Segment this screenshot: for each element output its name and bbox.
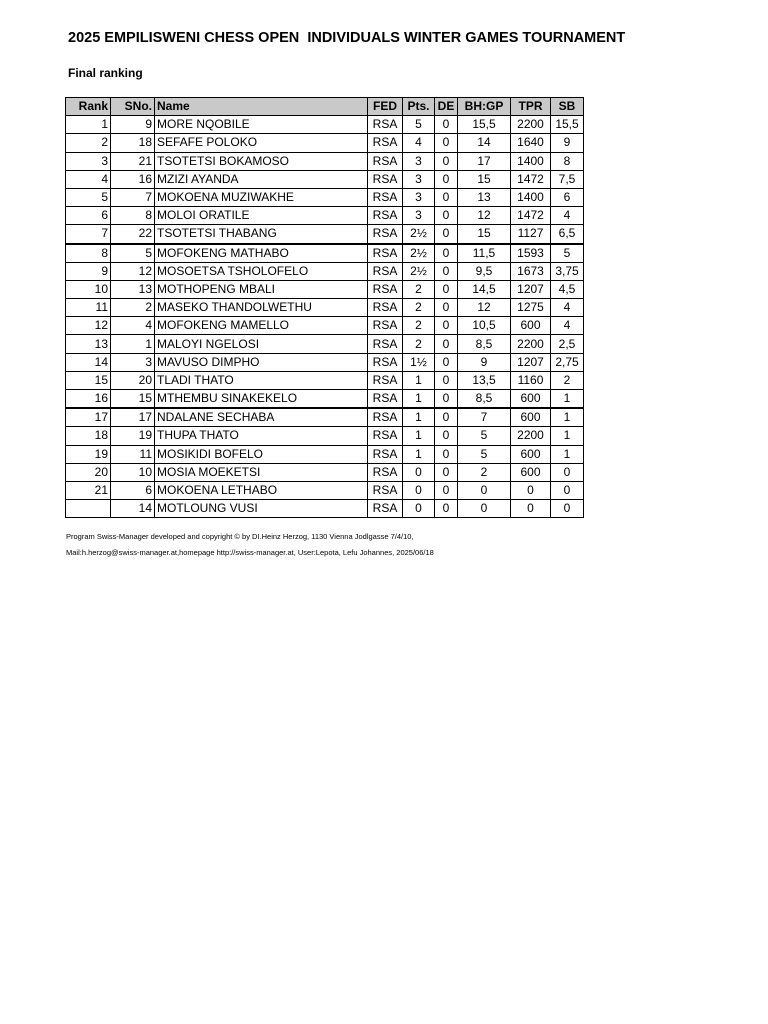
- cell-bhgp: 8,5: [458, 390, 511, 409]
- cell-pts: 2: [403, 335, 435, 353]
- cell-fed: RSA: [368, 371, 403, 389]
- cell-de: 0: [435, 427, 458, 445]
- table-header-row: [66, 98, 584, 116]
- cell-sno: 20: [111, 371, 155, 389]
- cell-tpr: 1275: [511, 299, 551, 317]
- cell-tpr: 600: [511, 390, 551, 409]
- cell-pts: 1: [403, 408, 435, 427]
- cell-sb: 4: [551, 317, 584, 335]
- cell-sb: 4: [551, 299, 584, 317]
- cell-rank: 9: [66, 262, 111, 280]
- cell-de: 0: [435, 280, 458, 298]
- cell-bhgp: 14,5: [458, 280, 511, 298]
- cell-rank: 4: [66, 170, 111, 188]
- cell-fed: RSA: [368, 390, 403, 409]
- header-sb: SB: [551, 98, 584, 116]
- table-row: [66, 445, 584, 463]
- cell-rank: 5: [66, 188, 111, 206]
- table-row: [66, 427, 584, 445]
- cell-bhgp: 9: [458, 353, 511, 371]
- cell-de: 0: [435, 299, 458, 317]
- cell-sno: 1: [111, 335, 155, 353]
- header-tpr: TPR: [511, 98, 551, 116]
- cell-name: MOSOETSA TSHOLOFELO: [155, 262, 368, 280]
- cell-fed: RSA: [368, 225, 403, 244]
- table-row: [66, 262, 584, 280]
- cell-fed: RSA: [368, 116, 403, 134]
- cell-name: TSOTETSI BOKAMOSO: [155, 152, 368, 170]
- cell-sb: 2,75: [551, 353, 584, 371]
- cell-pts: 2½: [403, 262, 435, 280]
- cell-pts: 2½: [403, 225, 435, 244]
- cell-fed: RSA: [368, 170, 403, 188]
- ranking-body: [66, 116, 584, 518]
- cell-sno: 10: [111, 463, 155, 481]
- cell-sno: 3: [111, 353, 155, 371]
- cell-tpr: 600: [511, 317, 551, 335]
- footer-copyright: Program Swiss-Manager developed and copyright © by DI.Heinz Herzog, 1130 Vienna Jodlgasse 7/4/10,: [66, 532, 414, 541]
- cell-de: 0: [435, 207, 458, 225]
- cell-de: 0: [435, 262, 458, 280]
- cell-de: 0: [435, 445, 458, 463]
- cell-bhgp: 14: [458, 134, 511, 152]
- cell-sno: 7: [111, 188, 155, 206]
- cell-sno: 17: [111, 408, 155, 427]
- cell-rank: 13: [66, 335, 111, 353]
- table-row: [66, 116, 584, 134]
- cell-pts: 2: [403, 280, 435, 298]
- cell-bhgp: 13: [458, 188, 511, 206]
- cell-name: MTHEMBU SINAKEKELO: [155, 390, 368, 409]
- cell-sb: 2: [551, 371, 584, 389]
- cell-de: 0: [435, 188, 458, 206]
- cell-rank: 1: [66, 116, 111, 134]
- cell-tpr: 600: [511, 463, 551, 481]
- cell-name: TLADI THATO: [155, 371, 368, 389]
- cell-name: THUPA THATO: [155, 427, 368, 445]
- cell-rank: 14: [66, 353, 111, 371]
- cell-tpr: 2200: [511, 427, 551, 445]
- cell-fed: RSA: [368, 299, 403, 317]
- table-row: [66, 408, 584, 427]
- cell-tpr: 600: [511, 408, 551, 427]
- cell-rank: 3: [66, 152, 111, 170]
- cell-tpr: 0: [511, 481, 551, 499]
- cell-rank: 10: [66, 280, 111, 298]
- cell-tpr: 600: [511, 445, 551, 463]
- cell-bhgp: 13,5: [458, 371, 511, 389]
- cell-rank: 2: [66, 134, 111, 152]
- cell-pts: 3: [403, 152, 435, 170]
- cell-name: MORE NQOBILE: [155, 116, 368, 134]
- cell-tpr: 2200: [511, 335, 551, 353]
- cell-name: SEFAFE POLOKO: [155, 134, 368, 152]
- cell-sno: 2: [111, 299, 155, 317]
- cell-tpr: 1207: [511, 353, 551, 371]
- cell-sb: 7,5: [551, 170, 584, 188]
- cell-de: 0: [435, 152, 458, 170]
- table-row: [66, 207, 584, 225]
- cell-bhgp: 2: [458, 463, 511, 481]
- cell-sno: 13: [111, 280, 155, 298]
- table-row: [66, 188, 584, 206]
- cell-tpr: 1127: [511, 225, 551, 244]
- cell-tpr: 1593: [511, 244, 551, 263]
- cell-fed: RSA: [368, 408, 403, 427]
- table-row: [66, 463, 584, 481]
- cell-fed: RSA: [368, 244, 403, 263]
- table-row: [66, 335, 584, 353]
- cell-name: TSOTETSI THABANG: [155, 225, 368, 244]
- cell-fed: RSA: [368, 335, 403, 353]
- cell-sb: 2,5: [551, 335, 584, 353]
- cell-sb: 0: [551, 500, 584, 518]
- cell-de: 0: [435, 390, 458, 409]
- cell-pts: 1: [403, 445, 435, 463]
- cell-bhgp: 8,5: [458, 335, 511, 353]
- table-row: [66, 353, 584, 371]
- header-rank: Rank: [66, 98, 111, 116]
- cell-name: MOSIA MOEKETSI: [155, 463, 368, 481]
- table-row: [66, 371, 584, 389]
- cell-name: MOKOENA LETHABO: [155, 481, 368, 499]
- cell-de: 0: [435, 317, 458, 335]
- cell-fed: RSA: [368, 500, 403, 518]
- cell-bhgp: 15: [458, 225, 511, 244]
- cell-pts: 4: [403, 134, 435, 152]
- cell-bhgp: 0: [458, 481, 511, 499]
- cell-tpr: 0: [511, 500, 551, 518]
- cell-pts: 2½: [403, 244, 435, 263]
- header-sno: SNo.: [111, 98, 155, 116]
- cell-pts: 3: [403, 188, 435, 206]
- cell-bhgp: 15: [458, 170, 511, 188]
- cell-pts: 2: [403, 317, 435, 335]
- cell-sno: 22: [111, 225, 155, 244]
- cell-de: 0: [435, 225, 458, 244]
- cell-bhgp: 11,5: [458, 244, 511, 263]
- cell-pts: 2: [403, 299, 435, 317]
- cell-rank: 15: [66, 371, 111, 389]
- cell-sb: 0: [551, 481, 584, 499]
- cell-bhgp: 0: [458, 500, 511, 518]
- cell-de: 0: [435, 481, 458, 499]
- cell-bhgp: 17: [458, 152, 511, 170]
- cell-sno: 4: [111, 317, 155, 335]
- cell-sb: 5: [551, 244, 584, 263]
- cell-sb: 8: [551, 152, 584, 170]
- cell-name: MOTLOUNG VUSI: [155, 500, 368, 518]
- cell-fed: RSA: [368, 134, 403, 152]
- cell-name: MALOYI NGELOSI: [155, 335, 368, 353]
- cell-tpr: 1160: [511, 371, 551, 389]
- cell-de: 0: [435, 353, 458, 371]
- cell-fed: RSA: [368, 481, 403, 499]
- footer-contact: Mail:h.herzog@swiss-manager.at,homepage http://swiss-manager.at, User:Lepota, Lefu Johannes, 2025/06/18: [66, 548, 434, 557]
- cell-tpr: 1673: [511, 262, 551, 280]
- cell-rank: 8: [66, 244, 111, 263]
- cell-tpr: 1472: [511, 170, 551, 188]
- cell-fed: RSA: [368, 152, 403, 170]
- cell-name: MOFOKENG MATHABO: [155, 244, 368, 263]
- cell-rank: 19: [66, 445, 111, 463]
- ranking-table: [65, 97, 584, 518]
- header-pts: Pts.: [403, 98, 435, 116]
- cell-name: MOKOENA MUZIWAKHE: [155, 188, 368, 206]
- cell-pts: 0: [403, 463, 435, 481]
- cell-name: MZIZI AYANDA: [155, 170, 368, 188]
- cell-de: 0: [435, 335, 458, 353]
- cell-pts: 1: [403, 390, 435, 409]
- cell-rank: 7: [66, 225, 111, 244]
- cell-sb: 15,5: [551, 116, 584, 134]
- cell-pts: 0: [403, 481, 435, 499]
- cell-rank: 20: [66, 463, 111, 481]
- cell-rank: 6: [66, 207, 111, 225]
- cell-de: 0: [435, 134, 458, 152]
- cell-de: 0: [435, 500, 458, 518]
- cell-pts: 0: [403, 500, 435, 518]
- cell-de: 0: [435, 244, 458, 263]
- cell-rank: 11: [66, 299, 111, 317]
- cell-tpr: 2200: [511, 116, 551, 134]
- cell-de: 0: [435, 371, 458, 389]
- cell-pts: 1½: [403, 353, 435, 371]
- cell-sb: 1: [551, 445, 584, 463]
- cell-sno: 12: [111, 262, 155, 280]
- cell-sb: 6,5: [551, 225, 584, 244]
- cell-tpr: 1207: [511, 280, 551, 298]
- table-row: [66, 225, 584, 244]
- cell-de: 0: [435, 463, 458, 481]
- cell-de: 0: [435, 116, 458, 134]
- cell-name: MAVUSO DIMPHO: [155, 353, 368, 371]
- cell-name: NDALANE SECHABA: [155, 408, 368, 427]
- cell-rank: 17: [66, 408, 111, 427]
- cell-name: MOSIKIDI BOFELO: [155, 445, 368, 463]
- table-row: [66, 244, 584, 263]
- cell-fed: RSA: [368, 463, 403, 481]
- cell-tpr: 1400: [511, 152, 551, 170]
- cell-sno: 21: [111, 152, 155, 170]
- cell-rank: 16: [66, 390, 111, 409]
- table-row: [66, 500, 584, 518]
- cell-bhgp: 5: [458, 427, 511, 445]
- cell-fed: RSA: [368, 207, 403, 225]
- cell-sno: 8: [111, 207, 155, 225]
- cell-tpr: 1472: [511, 207, 551, 225]
- cell-bhgp: 15,5: [458, 116, 511, 134]
- cell-bhgp: 12: [458, 299, 511, 317]
- cell-sb: 3,75: [551, 262, 584, 280]
- cell-fed: RSA: [368, 353, 403, 371]
- cell-sno: 15: [111, 390, 155, 409]
- cell-name: MASEKO THANDOLWETHU: [155, 299, 368, 317]
- cell-sno: 5: [111, 244, 155, 263]
- cell-bhgp: 10,5: [458, 317, 511, 335]
- table-row: [66, 134, 584, 152]
- cell-sb: 4: [551, 207, 584, 225]
- table-row: [66, 299, 584, 317]
- cell-tpr: 1400: [511, 188, 551, 206]
- cell-fed: RSA: [368, 188, 403, 206]
- cell-pts: 3: [403, 207, 435, 225]
- header-fed: FED: [368, 98, 403, 116]
- cell-rank: 18: [66, 427, 111, 445]
- header-name: Name: [155, 98, 368, 116]
- table-row: [66, 317, 584, 335]
- cell-sb: 6: [551, 188, 584, 206]
- cell-rank: 12: [66, 317, 111, 335]
- cell-sno: 9: [111, 116, 155, 134]
- cell-sno: 16: [111, 170, 155, 188]
- page-subtitle: Final ranking: [68, 66, 143, 80]
- cell-sno: 6: [111, 481, 155, 499]
- cell-bhgp: 7: [458, 408, 511, 427]
- cell-fed: RSA: [368, 280, 403, 298]
- table-row: [66, 170, 584, 188]
- cell-de: 0: [435, 170, 458, 188]
- cell-sno: 19: [111, 427, 155, 445]
- cell-de: 0: [435, 408, 458, 427]
- cell-sb: 0: [551, 463, 584, 481]
- cell-fed: RSA: [368, 427, 403, 445]
- cell-sno: 18: [111, 134, 155, 152]
- cell-pts: 5: [403, 116, 435, 134]
- table-row: [66, 390, 584, 409]
- cell-name: MOTHOPENG MBALI: [155, 280, 368, 298]
- cell-name: MOFOKENG MAMELLO: [155, 317, 368, 335]
- cell-bhgp: 12: [458, 207, 511, 225]
- cell-sno: 14: [111, 500, 155, 518]
- cell-bhgp: 9,5: [458, 262, 511, 280]
- cell-bhgp: 5: [458, 445, 511, 463]
- cell-fed: RSA: [368, 317, 403, 335]
- cell-sb: 1: [551, 408, 584, 427]
- table-row: [66, 152, 584, 170]
- cell-pts: 1: [403, 427, 435, 445]
- cell-pts: 3: [403, 170, 435, 188]
- page-title: 2025 EMPILISWENI CHESS OPEN INDIVIDUALS WINTER GAMES TOURNAMENT: [68, 30, 626, 46]
- cell-rank: [66, 500, 111, 518]
- header-de: DE: [435, 98, 458, 116]
- cell-sno: 11: [111, 445, 155, 463]
- table-row: [66, 481, 584, 499]
- cell-rank: 21: [66, 481, 111, 499]
- cell-sb: 9: [551, 134, 584, 152]
- cell-sb: 1: [551, 427, 584, 445]
- cell-pts: 1: [403, 371, 435, 389]
- cell-fed: RSA: [368, 445, 403, 463]
- cell-fed: RSA: [368, 262, 403, 280]
- cell-sb: 1: [551, 390, 584, 409]
- table-row: [66, 280, 584, 298]
- cell-name: MOLOI ORATILE: [155, 207, 368, 225]
- cell-tpr: 1640: [511, 134, 551, 152]
- header-bhgp: BH:GP: [458, 98, 511, 116]
- cell-sb: 4,5: [551, 280, 584, 298]
